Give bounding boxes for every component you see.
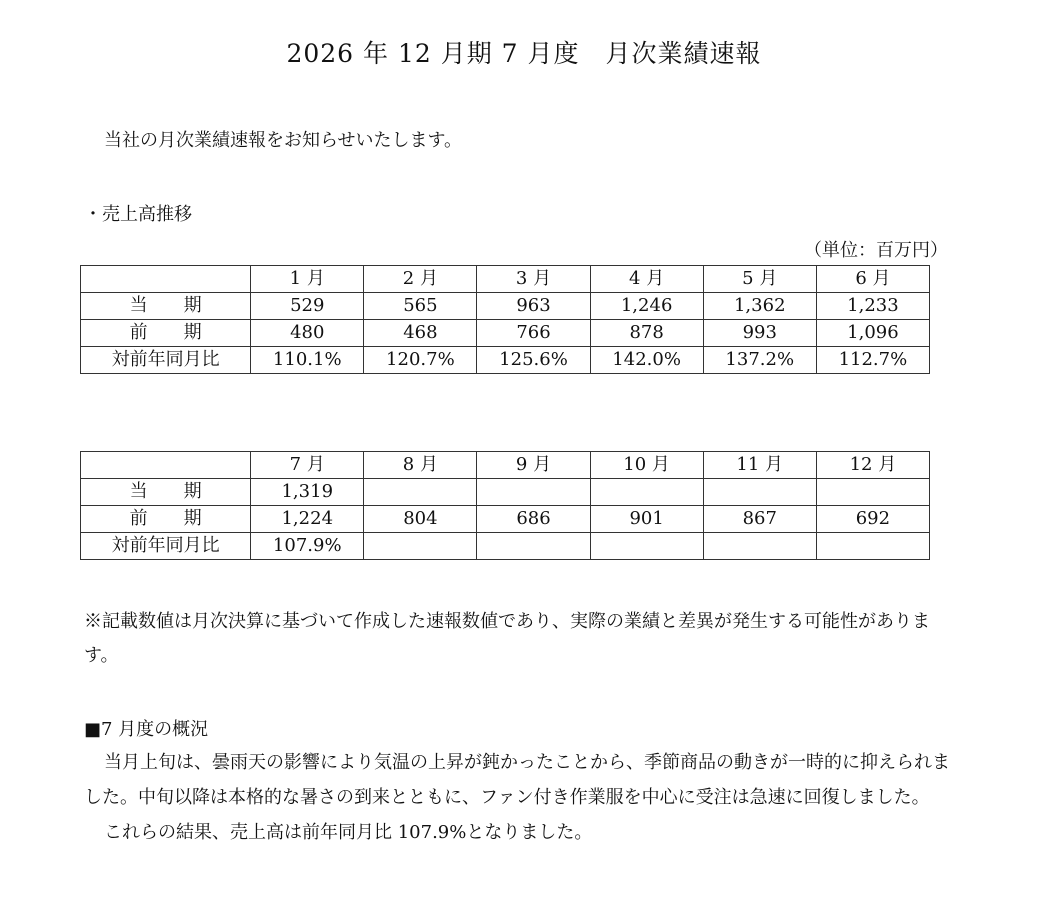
row-label-previous: 前 期 — [81, 506, 251, 533]
table-header-row — [81, 452, 930, 479]
overview-paragraph: これらの結果、売上高は前年同月比 107.9%となりました。 — [104, 822, 593, 843]
unit-label: （単位：百万円） — [804, 240, 948, 261]
overview-paragraph: 当月上旬は、曇雨天の影響により気温の上昇が鈍かったことから、季節商品の動きが一時的に抑えられました。中旬以降は本格的な暑さの到来とともに、ファン付き作業服を中心に受注は急速に回復しました。 — [84, 752, 950, 808]
table-cell — [816, 479, 929, 506]
overview-heading: ■7 月度の概況 — [84, 719, 209, 740]
table-row-yoy — [81, 533, 930, 560]
table-cell: 686 — [477, 506, 590, 533]
month-header: 7 月 — [251, 452, 364, 479]
table-cell: 1,246 — [590, 293, 703, 320]
document-title: 2026 年 12 月期 7 月度 月次業績速報 — [286, 39, 762, 68]
month-header: 11 月 — [703, 452, 816, 479]
table-cell: 993 — [703, 320, 816, 347]
intro-text: 当社の月次業績速報をお知らせいたします。 — [104, 130, 463, 151]
table-cell — [703, 479, 816, 506]
sales-trend-heading: ・売上高推移 — [84, 204, 192, 225]
sales-table-jan-jun — [80, 265, 930, 374]
month-header: 3 月 — [477, 266, 590, 293]
table-cell — [477, 533, 590, 560]
table-cell — [364, 479, 477, 506]
table-cell — [590, 479, 703, 506]
table-row-yoy — [81, 347, 930, 374]
table-row-previous — [81, 320, 930, 347]
month-header: 5 月 — [703, 266, 816, 293]
table-cell: 1,319 — [251, 479, 364, 506]
row-label-yoy: 対前年同月比 — [81, 533, 251, 560]
table-cell: 804 — [364, 506, 477, 533]
month-header: 6 月 — [816, 266, 929, 293]
table-cell: 107.9% — [251, 533, 364, 560]
row-label-yoy: 対前年同月比 — [81, 347, 251, 374]
table-row-current — [81, 479, 930, 506]
header-blank-cell — [81, 452, 251, 479]
table-row-current — [81, 293, 930, 320]
table-cell — [816, 533, 929, 560]
table-cell: 565 — [364, 293, 477, 320]
table-cell: 901 — [590, 506, 703, 533]
table-cell: 125.6% — [477, 347, 590, 374]
table-cell: 120.7% — [364, 347, 477, 374]
table-cell: 963 — [477, 293, 590, 320]
table-cell: 468 — [364, 320, 477, 347]
table-cell — [364, 533, 477, 560]
table-cell: 1,224 — [251, 506, 364, 533]
disclaimer-note: ※記載数値は月次決算に基づいて作成した速報数値であり、実際の業績と差異が発生する可能性があります。 — [84, 611, 930, 666]
overview-body — [84, 745, 964, 850]
table-cell: 112.7% — [816, 347, 929, 374]
row-label-previous: 前 期 — [81, 320, 251, 347]
table-row-previous — [81, 506, 930, 533]
row-label-current: 当 期 — [81, 293, 251, 320]
table-cell: 480 — [251, 320, 364, 347]
table-cell: 529 — [251, 293, 364, 320]
sales-table-jul-dec — [80, 451, 930, 560]
table-cell — [590, 533, 703, 560]
table-cell: 1,096 — [816, 320, 929, 347]
table-cell: 142.0% — [590, 347, 703, 374]
table-cell — [477, 479, 590, 506]
table-cell — [703, 533, 816, 560]
month-header: 1 月 — [251, 266, 364, 293]
table-cell: 692 — [816, 506, 929, 533]
month-header: 2 月 — [364, 266, 477, 293]
table-cell: 867 — [703, 506, 816, 533]
month-header: 4 月 — [590, 266, 703, 293]
row-label-current: 当 期 — [81, 479, 251, 506]
table-cell: 1,233 — [816, 293, 929, 320]
table-cell: 137.2% — [703, 347, 816, 374]
table-cell: 766 — [477, 320, 590, 347]
month-header: 9 月 — [477, 452, 590, 479]
table-cell: 1,362 — [703, 293, 816, 320]
month-header: 10 月 — [590, 452, 703, 479]
month-header: 12 月 — [816, 452, 929, 479]
table-cell: 878 — [590, 320, 703, 347]
table-header-row — [81, 266, 930, 293]
month-header: 8 月 — [364, 452, 477, 479]
header-blank-cell — [81, 266, 251, 293]
table-cell: 110.1% — [251, 347, 364, 374]
